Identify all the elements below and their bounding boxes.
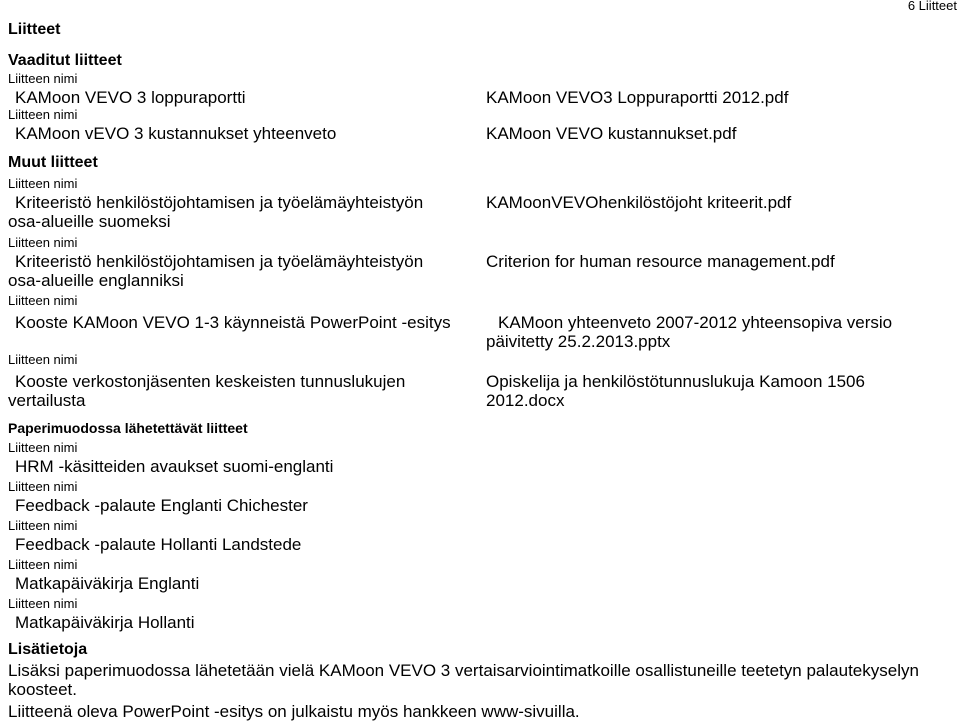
page-label: 6 Liitteet (907, 0, 957, 13)
attachment-name: HRM -käsitteiden avaukset suomi-englanti (15, 457, 334, 476)
field-label: Liitteen nimi (8, 557, 78, 572)
field-label: Liitteen nimi (8, 71, 78, 86)
field-label: Liitteen nimi (8, 352, 78, 367)
attachment-name: Kriteeristö henkilöstöjohtamisen ja työelämäyhteistyön osa-alueille suomeksi (8, 193, 424, 231)
field-label: Liitteen nimi (8, 479, 78, 494)
attachment-file-link[interactable]: KAMoon yhteenveto 2007-2012 yhteensopiva versio päivitetty 25.2.2013.pptx (486, 313, 893, 351)
field-label: Liitteen nimi (8, 293, 78, 308)
field-label: Liitteen nimi (8, 518, 78, 533)
field-label: Liitteen nimi (8, 235, 78, 250)
info-paragraph: Lisäksi paperimuodossa lähetetään vielä KAMoon VEVO 3 vertaisarviointimatkoille osallistuneille teetetyn palautekyselyn koosteet. (8, 661, 919, 699)
attachment-name: Feedback -palaute Hollanti Landstede (15, 535, 302, 554)
attachment-name: Feedback -palaute Englanti Chichester (15, 496, 308, 515)
page-title: Liitteet (8, 21, 61, 38)
attachment-name: Kooste verkostonjäsenten keskeisten tunnuslukujen vertailusta (8, 372, 406, 410)
attachment-name: KAMoon vEVO 3 kustannukset yhteenveto (15, 124, 337, 143)
attachment-name: Matkapäiväkirja Hollanti (15, 613, 195, 632)
field-label: Liitteen nimi (8, 596, 78, 611)
attachment-file-link[interactable]: KAMoon VEVO kustannukset.pdf (486, 124, 737, 143)
attachment-name: KAMoon VEVO 3 loppuraportti (15, 88, 246, 107)
section-heading-info: Lisätietoja (8, 641, 88, 658)
field-label: Liitteen nimi (8, 176, 78, 191)
section-heading-required: Vaaditut liitteet (8, 52, 122, 69)
field-label: Liitteen nimi (8, 107, 78, 122)
section-heading-paper: Paperimuodossa lähetettävät liitteet (8, 420, 248, 436)
attachment-name: Matkapäiväkirja Englanti (15, 574, 200, 593)
field-label: Liitteen nimi (8, 440, 78, 455)
info-paragraph: Liitteenä oleva PowerPoint -esitys on julkaistu myös hankkeen www-sivuilla. (8, 702, 580, 721)
attachment-file-link[interactable]: KAMoon VEVO3 Loppuraportti 2012.pdf (486, 88, 789, 107)
attachment-file-link[interactable]: Criterion for human resource management.pdf (486, 252, 835, 271)
attachment-name: Kooste KAMoon VEVO 1-3 käynneistä PowerPoint -esitys (15, 313, 451, 332)
attachment-file-link[interactable]: Opiskelija ja henkilöstötunnuslukuja Kamoon 1506 2012.docx (486, 372, 865, 410)
section-heading-other: Muut liitteet (8, 154, 98, 171)
attachment-file-link[interactable]: KAMoonVEVOhenkilöstöjoht kriteerit.pdf (486, 193, 792, 212)
attachment-name: Kriteeristö henkilöstöjohtamisen ja työelämäyhteistyön osa-alueille englanniksi (8, 252, 424, 290)
